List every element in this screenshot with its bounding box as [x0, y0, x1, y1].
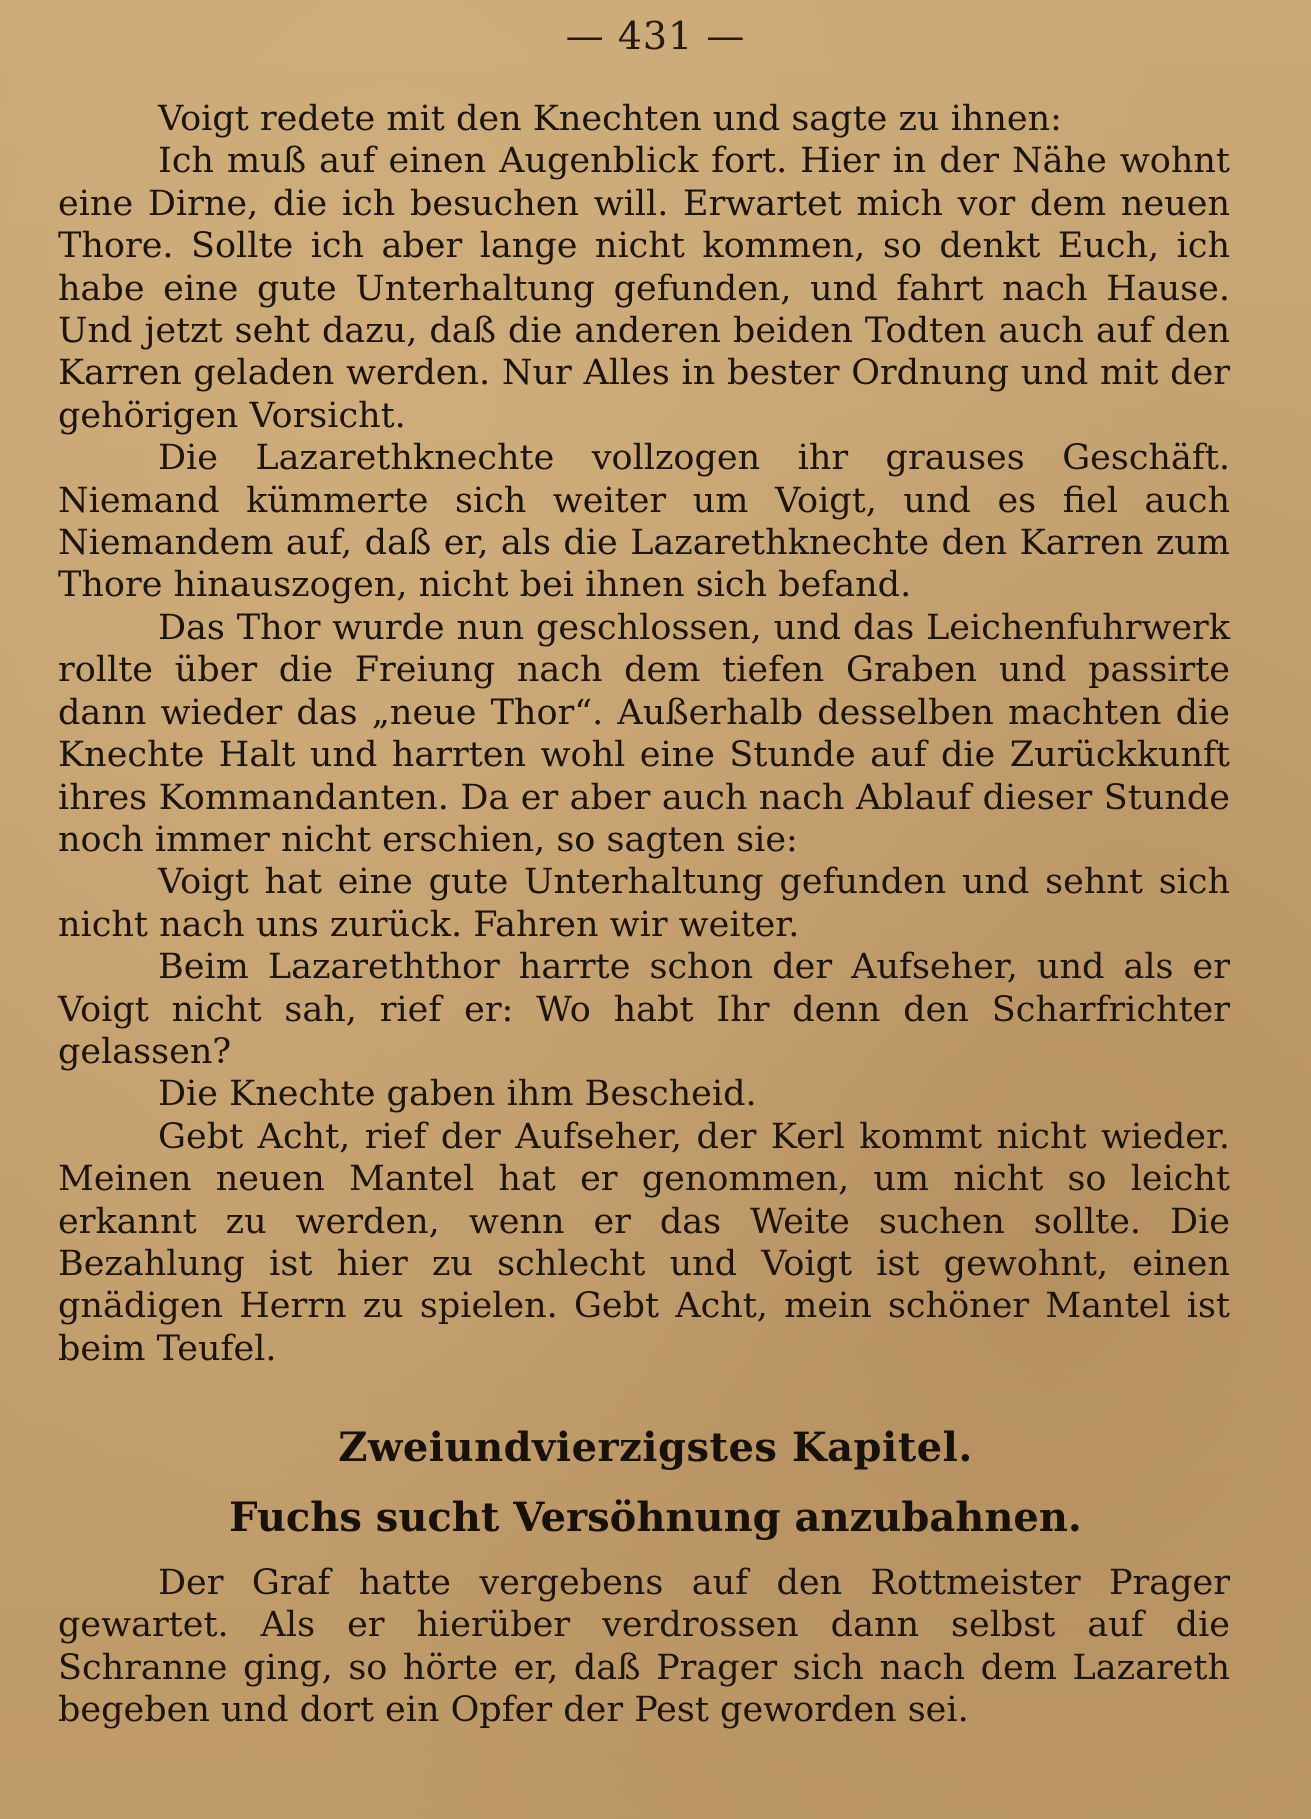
chapter-title: Zweiundvierzigstes Kapitel.	[338, 1424, 973, 1471]
chapter-subtitle: Fuchs sucht Versöhnung anzubahnen.	[229, 1494, 1082, 1541]
paragraph: Die Lazarethknechte vollzogen ihr grauses Geschäft. Niemand kümmerte sich weiter um Voigt, und es fiel auch Niemandem auf, daß er, als die Lazarethknechte den Karren zum Thore hinauszogen, nicht bei ihnen sich befand.	[58, 438, 1230, 606]
chapter-text	[58, 1562, 1230, 1732]
paragraph: Voigt redete mit den Knechten und sagte zu ihnen:	[158, 99, 1062, 139]
main-text	[58, 98, 1230, 1370]
paragraph: Das Thor wurde nun geschlossen, und das Leichenfuhrwerk rollte über die Freiung nach dem tiefen Graben und passirte dann wieder das „neue Thor“. Außerhalb desselben machten die Knechte Halt und harrten wohl eine Stunde auf die Zurückkunft ihres Kommandanten. Da er aber auch nach Ablauf dieser Stunde noch immer nicht erschien, so sagten sie:	[58, 607, 1230, 860]
paragraph: Beim Lazareththor harrte schon der Aufseher, und als er Voigt nicht sah, rief er: Wo habt Ihr denn den Scharfrichter gelassen?	[58, 947, 1230, 1072]
page-number: — 431 —	[565, 14, 746, 58]
paragraph: Die Knechte gaben ihm Bescheid.	[158, 1074, 757, 1115]
paragraph: Gebt Acht, rief der Aufseher, der Kerl kommt nicht wieder. Meinen neuen Mantel hat er genommen, um nicht so leicht erkannt zu werden, wenn er das Weite suchen sollte. Die Bezahlung ist hier zu schlecht und Voigt ist gewohnt, einen gnädigen Herrn zu spielen. Gebt Acht, mein schöner Mantel ist beim Teufel.	[58, 1116, 1230, 1369]
paragraph: Der Graf hatte vergebens auf den Rottmeister Prager gewartet. Als er hierüber verdrossen dann selbst auf die Schranne ging, so hörte er, daß Prager sich nach dem Lazareth begeben und dort ein Opfer der Pest geworden sei.	[58, 1563, 1230, 1731]
paragraph: Ich muß auf einen Augenblick fort. Hier in der Nähe wohnt eine Dirne, die ich besuchen will. Erwartet mich vor dem neuen Thore. Sollte ich aber lange nicht kommen, so denkt Euch, ich habe eine gute Unterhaltung gefunden, und fahrt nach Hause. Und jetzt seht dazu, daß die anderen beiden Todten auch auf den Karren geladen werden. Nur Alles in bester Ordnung und mit der gehörigen Vorsicht.	[58, 141, 1230, 436]
paragraph: Voigt hat eine gute Unterhaltung gefunden und sehnt sich nicht nach uns zurück. Fahren wir weiter.	[58, 862, 1230, 945]
